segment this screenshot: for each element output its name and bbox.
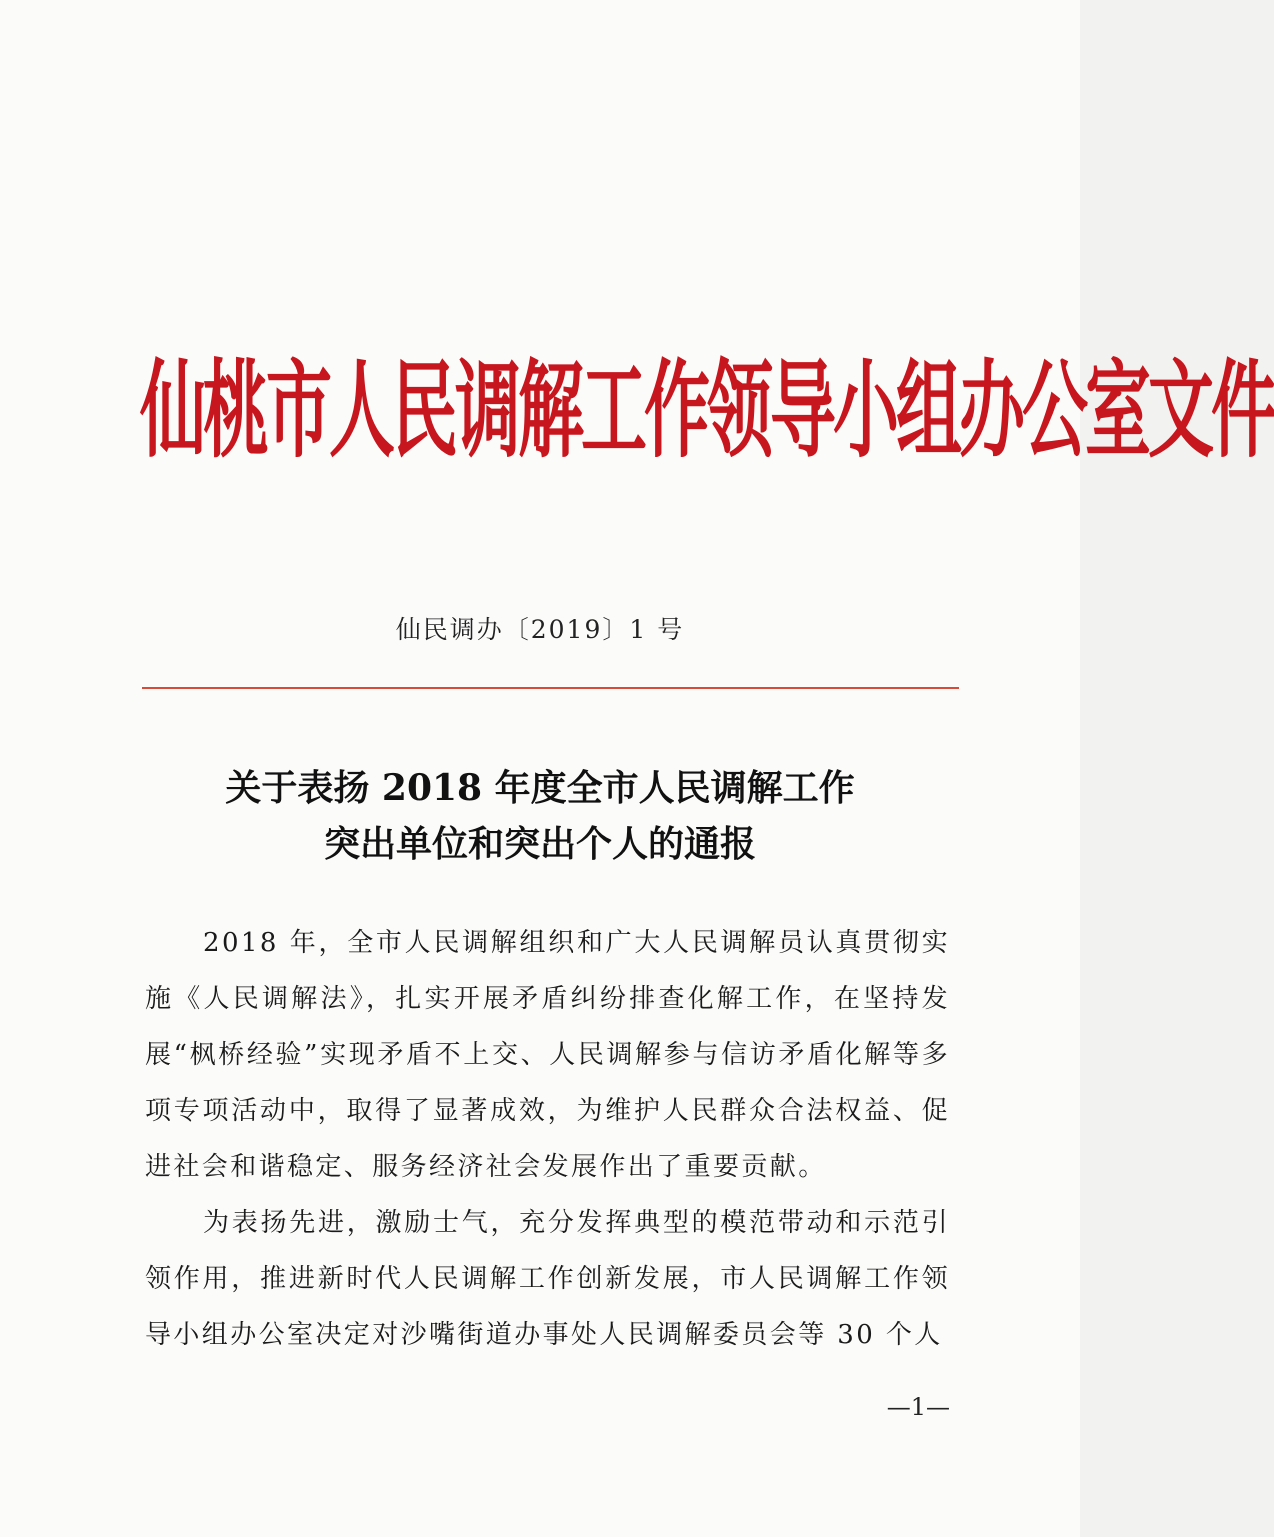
document-header-title: 仙桃市人民调解工作领导小组办公室文件 [140,347,1274,473]
notice-title [0,760,1080,872]
notice-title-line-1: 关于表扬 2018 年度全市人民调解工作 [225,767,855,809]
document-number: 仙民调办〔2019〕1 号 [395,615,685,644]
page-number: —1— [886,1393,950,1421]
notice-title-line-2: 突出单位和突出个人的通报 [323,823,756,865]
red-divider-line [142,687,959,689]
body-paragraph-2: 为表扬先进，激励士气，充分发挥典型的模范带动和示范引领作用，推进新时代人民调解工作创新发展，市人民调解工作领导小组办公室决定对沙嘴街道办事处人民调解委员会等 30 个人 [145,1208,950,1350]
body-text [145,915,950,1363]
body-paragraph-1: 2018 年，全市人民调解组织和广大人民调解员认真贯彻实施《人民调解法》，扎实开展矛盾纠纷排查化解工作，在坚持发展“枫桥经验”实现矛盾不上交、人民调解参与信访矛盾化解等多项专项活动中，取得了显著成效，为维护人民群众合法权益、促进社会和谐稳定、服务经济社会发展作出了重要贡献。 [145,928,950,1182]
